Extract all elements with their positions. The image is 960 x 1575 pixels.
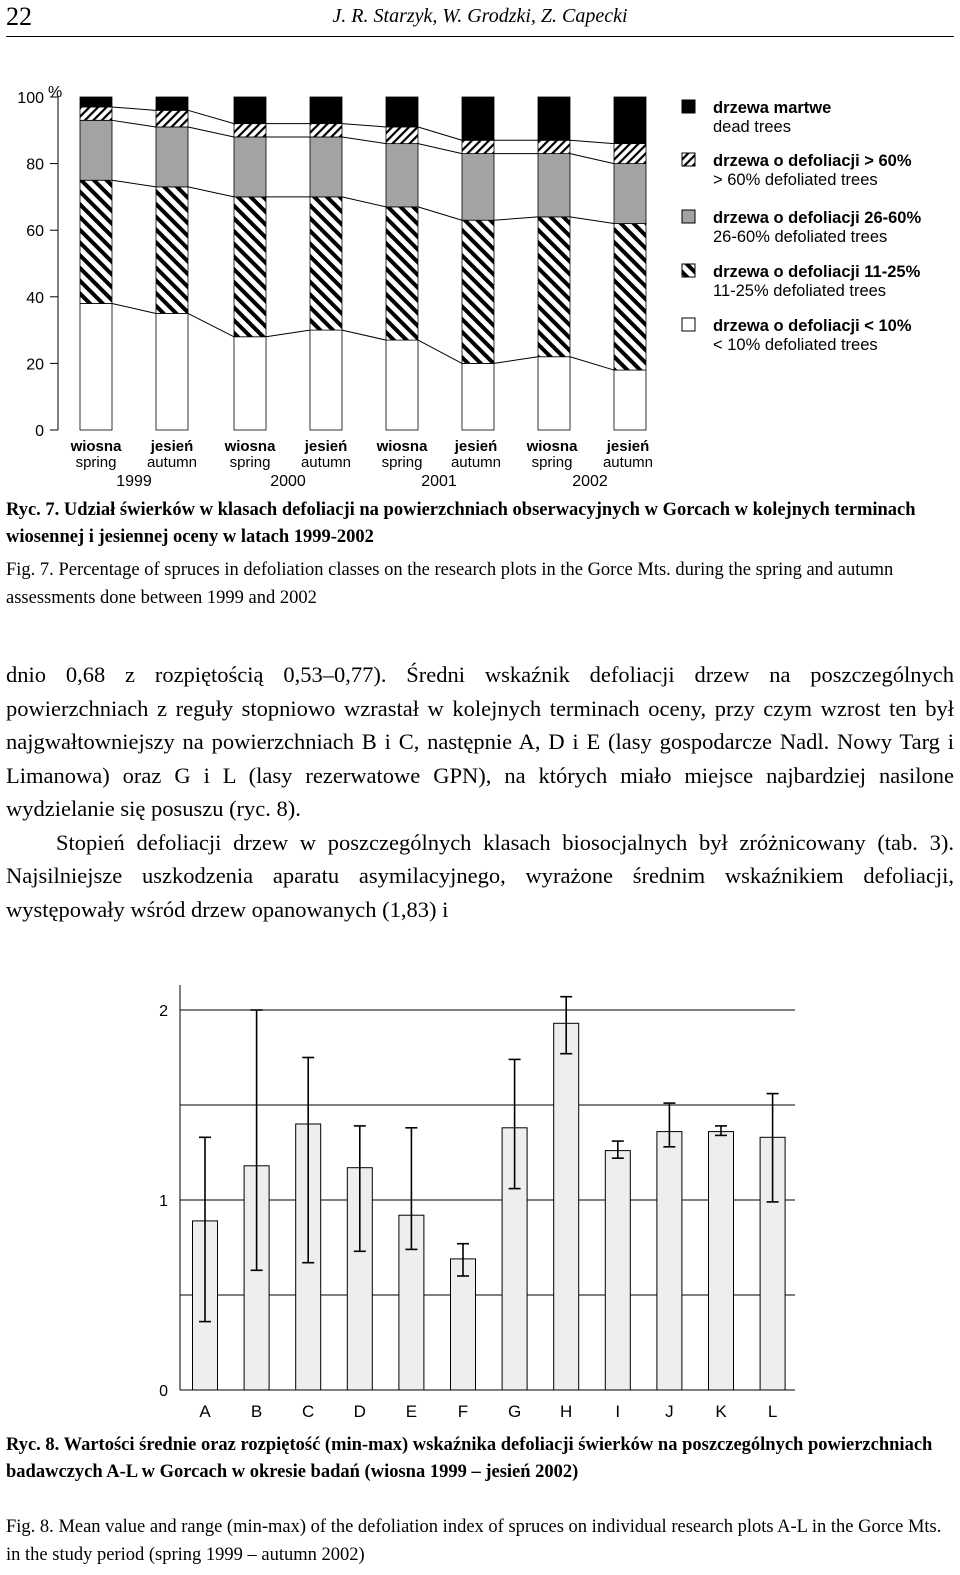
legend-label-pl: drzewa o defoliacji < 10% [713, 317, 912, 335]
y-tick-label: 1 [159, 1193, 168, 1210]
x-category-label: A [199, 1402, 211, 1421]
legend-label-pl: drzewa martwe [713, 99, 832, 117]
bar-J [657, 1132, 682, 1390]
class-boundary-line [188, 313, 234, 336]
bar-segment-lt10 [386, 340, 418, 430]
error-bars [199, 997, 779, 1322]
bar-segment-lt10 [80, 303, 112, 430]
year-label: 2001 [421, 473, 457, 490]
stacked-bars [80, 97, 646, 430]
season-label-en: autumn [602, 454, 654, 471]
figure-8-caption-pl [6, 1432, 954, 1486]
bar-segment-gt60 [156, 110, 188, 127]
x-category-label: C [302, 1402, 315, 1421]
bar-segment-dead [462, 97, 494, 140]
bar-segment-d11_25 [614, 224, 646, 371]
figure-8-caption-en [6, 1513, 954, 1569]
bar-segment-lt10 [310, 330, 342, 430]
class-boundary-line [570, 140, 614, 143]
x-category-label: B [250, 1402, 263, 1421]
bar-segment-d26_60 [80, 120, 112, 180]
bar-segment-lt10 [156, 313, 188, 430]
bar-segment-lt10 [538, 357, 570, 430]
gridlines [180, 985, 795, 1390]
legend-swatch-lt10 [682, 318, 695, 331]
y-tick-label: 0 [159, 1383, 168, 1400]
x-category-label: D [353, 1402, 366, 1421]
season-label-en: spring [381, 454, 423, 471]
bar-H [554, 1023, 579, 1390]
caption-label: Ryc. 8. [6, 1435, 60, 1455]
bar-segment-gt60 [234, 124, 266, 137]
x-category-label: G [507, 1402, 522, 1421]
legend-label-en: 11-25% defoliated trees [713, 282, 887, 300]
bar-segment-lt10 [614, 370, 646, 430]
season-label-en: autumn [450, 454, 502, 471]
bar-segment-gt60 [310, 124, 342, 137]
bar-segment-d26_60 [156, 127, 188, 187]
legend-label-en: < 10% defoliated trees [713, 336, 878, 354]
paragraph: Stopień defoliacji drzew w poszczególnych klasach biosocjalnych był zróżnicowany (tab. 3). Najsilniejsze uszkodzenia aparatu asymilacyjnego, wyrażone średnim wskaźnikiem defoliacji, występowały wśród drzew opanowanych (1,83) i [6, 829, 954, 922]
bar-I [605, 1151, 630, 1390]
x-category-label: H [560, 1402, 573, 1421]
class-boundary-line [494, 217, 538, 220]
figure-8-chart [0, 985, 960, 1425]
bar-segment-gt60 [538, 140, 570, 153]
season-label-pl: jesień [454, 438, 498, 455]
caption-label: Fig. 8. [6, 1517, 54, 1537]
bar-segment-d26_60 [386, 144, 418, 207]
class-boundary-line [418, 144, 462, 154]
caption-label: Fig. 7. [6, 560, 54, 580]
class-boundary-line [418, 340, 462, 363]
legend-swatch-d26_60 [682, 210, 695, 223]
y-tick-label: 60 [26, 223, 44, 241]
y-unit-label: % [48, 84, 63, 101]
season-label-pl: jesień [150, 438, 194, 455]
season-label-en: autumn [300, 454, 352, 471]
x-category-label: L [767, 1402, 778, 1421]
season-label-en: spring [229, 454, 271, 471]
year-label: 2000 [270, 473, 306, 490]
y-tick-label: 2 [159, 1003, 168, 1020]
bar-segment-lt10 [234, 337, 266, 430]
legend-swatch-d11_25 [682, 264, 695, 277]
running-authors: J. R. Starzyk, W. Grodzki, Z. Capecki [332, 5, 628, 27]
legend-swatch-dead [682, 100, 695, 113]
x-axis-labels [70, 438, 653, 490]
x-category-label: F [457, 1402, 469, 1421]
class-boundary-line [188, 110, 234, 123]
class-boundary-line [112, 120, 156, 127]
bar-segment-d26_60 [234, 137, 266, 197]
bar-segment-dead [614, 97, 646, 144]
y-tick-label: 100 [17, 90, 44, 107]
bar-segment-dead [234, 97, 266, 124]
bar-segment-gt60 [80, 107, 112, 120]
class-boundary-line [418, 207, 462, 220]
class-boundary-line [112, 107, 156, 110]
bar-segment-d11_25 [234, 197, 266, 337]
bar-segment-d11_25 [462, 220, 494, 363]
legend-label-en: > 60% defoliated trees [713, 171, 878, 189]
class-boundary-line [570, 357, 614, 370]
class-boundary-line [266, 330, 310, 337]
class-boundary-line [188, 127, 234, 137]
caption-text: Percentage of spruces in defoliation classes on the research plots in the Gorce Mts. during the spring and autumn assessments done between 1999 and 2002 [6, 560, 894, 608]
class-boundary-line [494, 357, 538, 364]
class-boundary-line [570, 217, 614, 224]
bar-F [451, 1259, 476, 1390]
paragraph: dnio 0,68 z rozpiętością 0,53–0,77). Średni wskaźnik defoliacji drzew na poszczególnych powierzchniach z reguły stopniowo wzrastał w kolejnych terminach oceny, przy czym wzrost ten był najgwałtowniejszy na powierzchniach B i C, następnie A, D i E (lasy gospodarcze Nadl. Nowy Targ i Limanowa) oraz G i L (lasy rezerwatowe GPN), na których miało miejsce najbardziej nasilone wydzielanie się posuszu (ryc. 8). [6, 662, 954, 821]
class-boundary-line [342, 137, 386, 144]
x-category-label: K [715, 1402, 727, 1421]
bar-segment-d11_25 [538, 217, 570, 357]
bar-segment-d26_60 [310, 137, 342, 197]
bar-segment-dead [80, 97, 112, 107]
class-boundary-line [342, 124, 386, 127]
page-number: 22 [6, 2, 32, 31]
caption-text: Udział świerków w klasach defoliacji na powierzchniach obserwacyjnych w Gorcach w kolejnych terminach wiosennej i jesiennej oceny w latach 1999-2002 [6, 500, 916, 547]
bar-segment-d11_25 [310, 197, 342, 330]
season-label-pl: jesień [606, 438, 650, 455]
figure-7-caption-pl [6, 497, 954, 551]
caption-label: Ryc. 7. [6, 500, 60, 520]
y-tick-label: 20 [26, 356, 44, 374]
bar-segment-d26_60 [538, 154, 570, 217]
x-category-label: I [615, 1402, 621, 1421]
bars [193, 1023, 786, 1390]
x-category-label: J [665, 1402, 674, 1421]
class-boundary-line [112, 180, 156, 187]
season-label-en: spring [75, 454, 117, 471]
bar-segment-d11_25 [386, 207, 418, 340]
bar-segment-lt10 [462, 363, 494, 430]
bar-segment-d26_60 [614, 164, 646, 224]
figure-7-chart [0, 0, 960, 500]
bar-segment-gt60 [462, 140, 494, 153]
season-label-pl: wiosna [70, 438, 122, 455]
legend-label-pl: drzewa o defoliacji 26-60% [713, 209, 922, 227]
body-text [6, 658, 954, 926]
caption-text: Wartości średnie oraz rozpiętość (min-max) wskaźnika defoliacji świerków na poszczególnych powierzchniach badawczych A-L w Gorcach w okresie badań (wiosna 1999 – jesień 2002) [6, 1435, 933, 1482]
bar-segment-dead [310, 97, 342, 124]
class-boundary-line [112, 303, 156, 313]
season-label-pl: wiosna [224, 438, 276, 455]
bar-segment-d11_25 [80, 180, 112, 303]
year-label: 2002 [572, 473, 608, 490]
season-label-pl: wiosna [376, 438, 428, 455]
y-axis [17, 84, 62, 440]
legend-label-pl: drzewa o defoliacji 11-25% [713, 263, 921, 281]
year-label: 1999 [116, 473, 152, 490]
class-boundary-line [342, 197, 386, 207]
legend-label-pl: drzewa o defoliacji > 60% [713, 152, 912, 170]
bar-K [709, 1132, 734, 1390]
season-label-pl: wiosna [526, 438, 578, 455]
legend-label-en: 26-60% defoliated trees [713, 228, 888, 246]
bar-segment-d26_60 [462, 154, 494, 221]
season-label-en: spring [531, 454, 573, 471]
bar-segment-gt60 [386, 127, 418, 144]
y-tick-label: 0 [35, 423, 44, 440]
class-boundary-line [188, 187, 234, 197]
bar-segment-dead [386, 97, 418, 127]
class-boundary-line [342, 330, 386, 340]
class-boundary-line [418, 127, 462, 140]
class-boundary-line [570, 154, 614, 164]
bar-segment-dead [538, 97, 570, 140]
bar-segment-dead [156, 97, 188, 110]
figure-7-caption-en [6, 556, 954, 612]
y-tick-label: 80 [26, 156, 44, 174]
bar-segment-gt60 [614, 144, 646, 164]
y-tick-label: 40 [26, 289, 44, 307]
legend-swatch-gt60 [682, 153, 695, 166]
season-label-en: autumn [146, 454, 198, 471]
caption-text: Mean value and range (min-max) of the defoliation index of spruces on individual research plots A-L in the Gorce Mts. in the study period (spring 1999 – autumn 2002) [6, 1517, 942, 1565]
legend-label-en: dead trees [713, 118, 791, 136]
legend [682, 99, 921, 354]
x-category-label: E [405, 1402, 418, 1421]
bar-segment-d11_25 [156, 187, 188, 314]
season-label-pl: jesień [304, 438, 348, 455]
